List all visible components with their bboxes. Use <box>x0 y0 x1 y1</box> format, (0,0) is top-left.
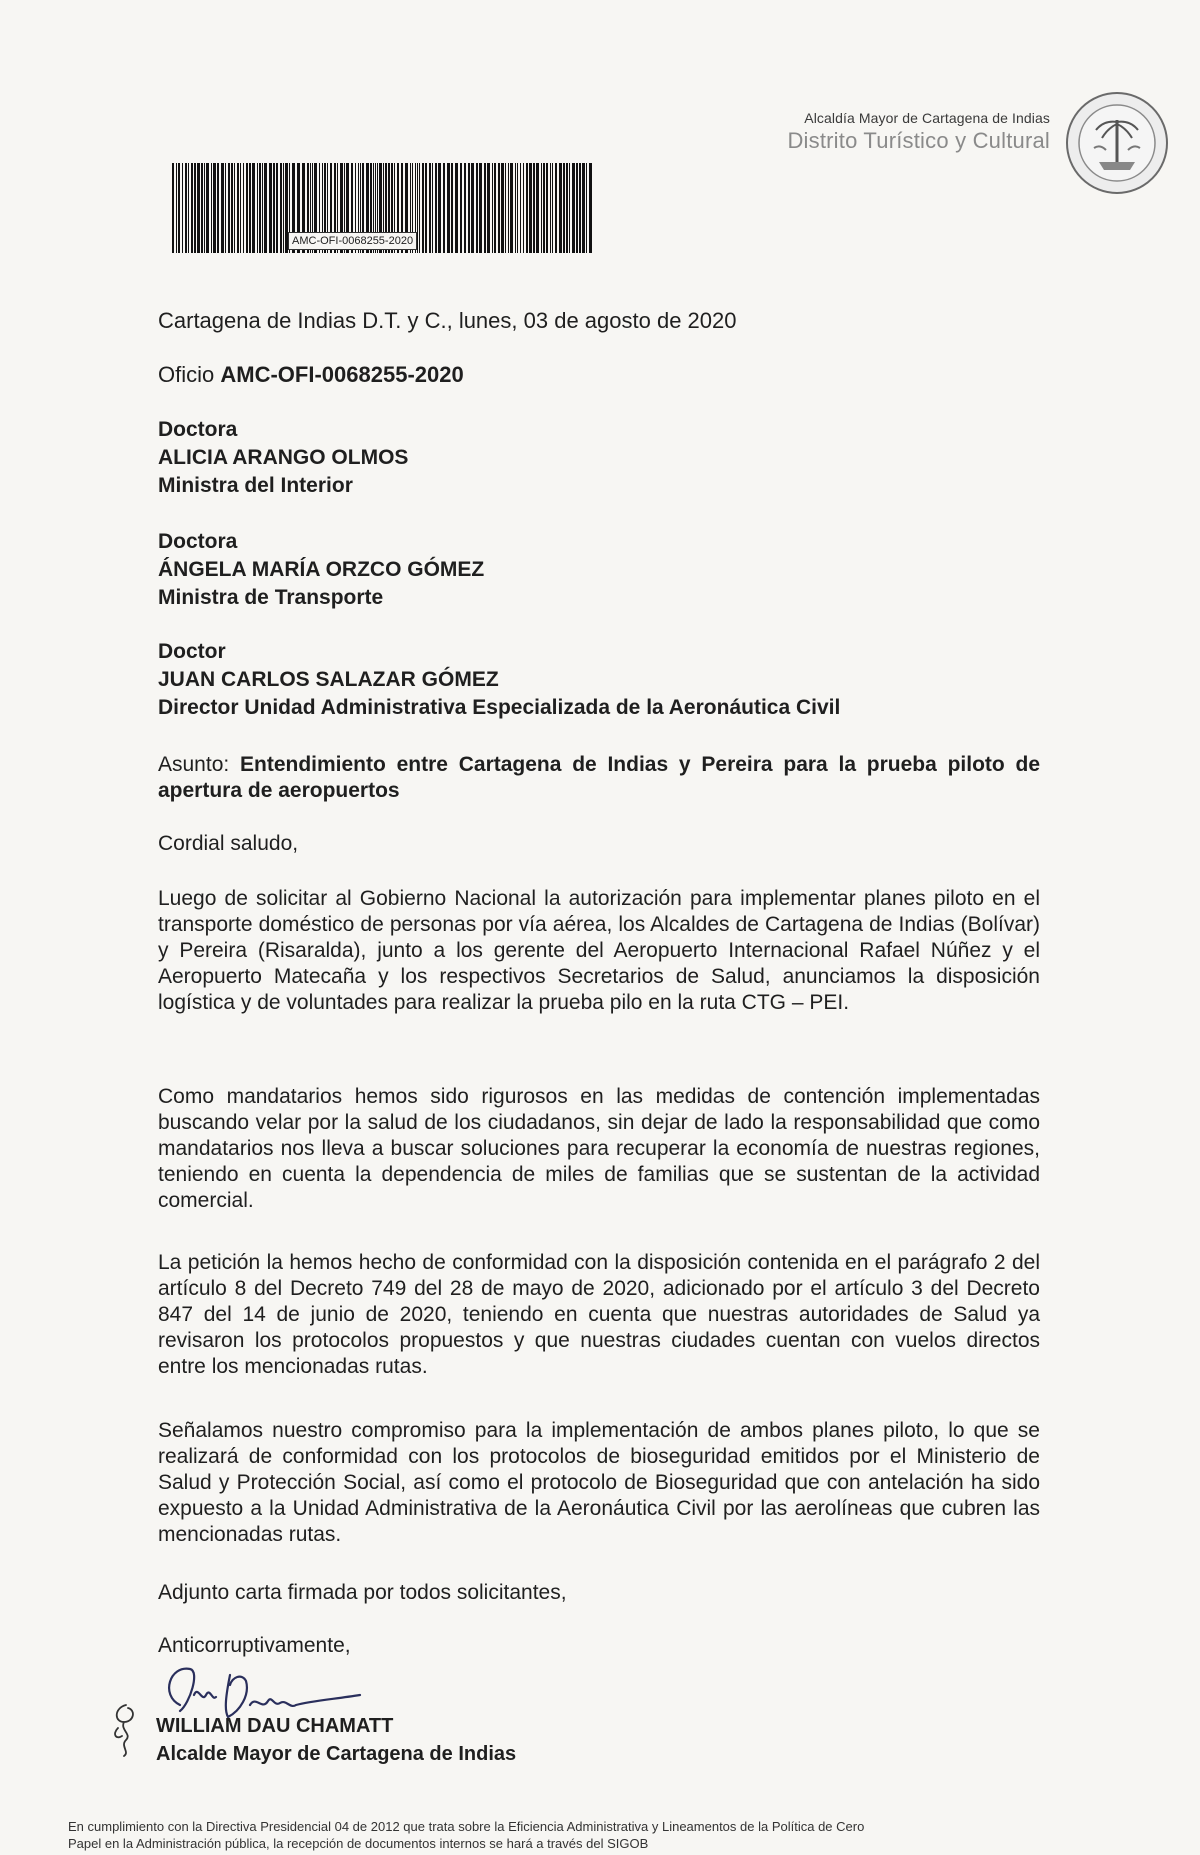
barcode-bar <box>550 163 551 253</box>
barcode-bar <box>252 163 255 253</box>
barcode-bar <box>262 163 263 253</box>
barcode-bar <box>194 163 196 253</box>
barcode-bar <box>419 163 420 253</box>
barcode-bar <box>172 163 174 253</box>
barcode-bar <box>541 163 542 253</box>
barcode-bar <box>273 163 275 253</box>
barcode-bar <box>425 163 427 253</box>
barcode-bar <box>211 163 212 253</box>
barcode-bar <box>563 163 565 253</box>
barcode-bar <box>185 163 187 253</box>
barcode-bar <box>243 163 244 253</box>
barcode-bar <box>182 163 183 253</box>
barcode-bar <box>572 163 575 253</box>
barcode-bar <box>249 163 251 253</box>
barcode-bar <box>228 163 230 253</box>
org-subtitle: Distrito Turístico y Cultural <box>787 128 1050 153</box>
barcode-bar <box>487 163 490 253</box>
barcode-bar <box>468 163 470 253</box>
recipient-1 <box>158 416 1040 500</box>
signer-role: Alcalde Mayor de Cartagena de Indias <box>156 1743 517 1765</box>
barcode-bar <box>447 163 450 253</box>
barcode-bar <box>464 163 466 253</box>
barcode-bar <box>213 163 216 253</box>
barcode-bar <box>257 163 258 253</box>
barcode-bar <box>259 163 261 253</box>
barcode-bar <box>201 163 203 253</box>
barcode-bar <box>178 163 180 253</box>
footer-line: En cumplimiento con la Directiva Presidencial 04 de 2012 que trata sobre la Eficiencia Administrativa y Lineamentos de la Política de Cero <box>68 1819 865 1834</box>
barcode-bar <box>520 163 521 253</box>
barcode-bar <box>417 163 418 253</box>
barcode-bar <box>492 163 493 253</box>
recipient-title: Doctor <box>158 640 226 663</box>
barcode-bar <box>231 163 233 253</box>
body-paragraph: Señalamos nuestro compromiso para la implementación de ambos planes piloto, lo que se realizará de conformidad con los protocolos de bioseguridad emitidos por el Ministerio de Salud y Protección Social, así como el protocolo de Bioseguridad que con antelación ha sido expuesto a la Unidad Administrativa de la Aeronáutica Civil por las aerolíneas que cubren las mencionadas rutas. <box>158 1419 1040 1546</box>
barcode-bar <box>576 163 578 253</box>
recipient-title: Doctora <box>158 530 238 553</box>
barcode-bar <box>569 163 570 253</box>
barcode-bar <box>510 163 513 253</box>
barcode-bar <box>579 163 581 253</box>
barcode-bar <box>508 163 509 253</box>
barcode-bar <box>197 163 200 253</box>
barcode-bar <box>204 163 205 253</box>
barcode-bar <box>582 163 585 253</box>
subject-line <box>158 752 1040 804</box>
barcode-bar <box>188 163 189 253</box>
recipient-name: ÁNGELA MARÍA ORZCO GÓMEZ <box>158 558 485 581</box>
barcode-bar <box>586 163 587 253</box>
barcode-bar <box>479 163 482 253</box>
oficio-reference <box>158 362 1040 388</box>
recipient-2 <box>158 528 1040 612</box>
barcode-bar <box>515 163 516 253</box>
barcode-bar <box>476 163 478 253</box>
oficio-number: AMC-OFI-0068255-2020 <box>220 362 464 387</box>
barcode-bar <box>484 163 486 253</box>
barcode-code: AMC-OFI-0068255-2020 <box>288 232 417 250</box>
barcode-bar <box>523 163 524 253</box>
recipient-name: ALICIA ARANGO OLMOS <box>158 446 409 469</box>
signer-block <box>156 1712 516 1768</box>
subject-label: Asunto: <box>158 753 230 776</box>
barcode-bar <box>451 163 453 253</box>
signer-name: WILLIAM DAU CHAMATT <box>156 1715 394 1737</box>
footer-note <box>68 1818 1178 1852</box>
recipient-3 <box>158 638 1040 722</box>
barcode-bar <box>191 163 193 253</box>
recipient-role: Ministra de Transporte <box>158 586 384 609</box>
barcode-bar <box>589 163 592 253</box>
recipient-role: Director Unidad Administrativa Especializada de la Aeronáutica Civil <box>158 696 841 719</box>
barcode-bar <box>264 163 267 253</box>
body-paragraph: Como mandatarios hemos sido rigurosos en las medidas de contención implementadas buscando velar por la salud de los ciudadanos, sin dejar de lado la responsabilidad que como mandatarios nos lleva a buscar soluciones para recuperar la economía de nuestras regiones, teniendo en cuenta la dependencia de miles de familias que se sustentan de la actividad comercial. <box>158 1085 1040 1212</box>
attachment-note: Adjunto carta firmada por todos solicitantes, <box>158 1581 567 1604</box>
barcode-bar <box>498 163 500 253</box>
letterhead <box>760 110 1050 154</box>
barcode-bar <box>206 163 209 253</box>
barcode-bar <box>555 163 557 253</box>
barcode-bar <box>566 163 568 253</box>
barcode-bar <box>276 163 278 253</box>
barcode-bar <box>283 163 284 253</box>
footer-line: Papel en la Administración pública, la recepción de documentos internos se hará a través del SIGOB <box>68 1836 649 1851</box>
barcode-bar <box>517 163 518 253</box>
recipient-title: Doctora <box>158 418 238 441</box>
barcode-bar <box>552 163 553 253</box>
barcode-bar <box>269 163 272 253</box>
barcode-bar <box>246 163 248 253</box>
barcode-bar <box>526 163 528 253</box>
body-paragraph: La petición la hemos hecho de conformidad con la disposición contenida en el parágrafo 2 del artículo 8 del Decreto 749 del 28 de mayo de 2020, adicionado por el artículo 3 del Decreto 847 del 14 de junio de 2020, teniendo en cuenta que nuestras autoridades de Salud ya revisaron los protocolos propuestos y que nuestras ciudades cuentan con vuelos directos entre los mencionadas rutas. <box>158 1251 1040 1378</box>
barcode-bar <box>429 163 431 253</box>
barcode-bar <box>529 163 532 253</box>
barcode-bar <box>225 163 226 253</box>
barcode-bar <box>494 163 496 253</box>
barcode-bar <box>443 163 445 253</box>
barcode-bar <box>460 163 462 253</box>
barcode-bar <box>237 163 239 253</box>
initials-mark <box>106 1700 146 1760</box>
barcode-bar <box>217 163 219 253</box>
barcode-bar <box>176 163 177 253</box>
barcode-bar <box>240 163 241 253</box>
recipient-role: Ministra del Interior <box>158 474 353 497</box>
barcode-bar <box>546 163 548 253</box>
closing: Anticorruptivamente, <box>158 1634 351 1657</box>
barcode-bar <box>501 163 504 253</box>
barcode-bar <box>543 163 545 253</box>
barcode-bar <box>422 163 424 253</box>
subject-text: Entendimiento entre Cartagena de Indias y Pereira para la prueba piloto de apertura de aeropuertos <box>158 753 1040 802</box>
barcode-bar <box>280 163 282 253</box>
barcode-bar <box>221 163 224 253</box>
barcode-bar <box>505 163 506 253</box>
org-name: Alcaldía Mayor de Cartagena de Indias <box>804 110 1050 126</box>
barcode-bar <box>455 163 458 253</box>
city-seal-icon <box>1064 90 1170 196</box>
barcode-bar <box>559 163 562 253</box>
barcode-bar <box>435 163 437 253</box>
barcode-bar <box>533 163 535 253</box>
greeting: Cordial saludo, <box>158 832 299 855</box>
barcode-bar <box>438 163 441 253</box>
barcode-bar <box>536 163 539 253</box>
body-paragraph: Luego de solicitar al Gobierno Nacional la autorización para implementar planes piloto en el transporte doméstico de personas por vía aérea, los Alcaldes de Cartagena de Indias (Bolívar) y Pereira (Risaralda), junto a los gerente del Aeropuerto Internacional Rafael Núñez y el Aeropuerto Matecaña y los respectivos Secretarios de Salud, anunciamos la disposición logística y de voluntades para realizar la prueba pilo en la ruta CTG – PEI. <box>158 887 1040 1014</box>
place-date: Cartagena de Indias D.T. y C., lunes, 03 de agosto de 2020 <box>158 308 737 333</box>
recipient-name: JUAN CARLOS SALAZAR GÓMEZ <box>158 668 499 691</box>
barcode-bar <box>471 163 474 253</box>
barcode-bar <box>432 163 433 253</box>
barcode-bar <box>234 163 235 253</box>
oficio-label: Oficio <box>158 362 215 387</box>
